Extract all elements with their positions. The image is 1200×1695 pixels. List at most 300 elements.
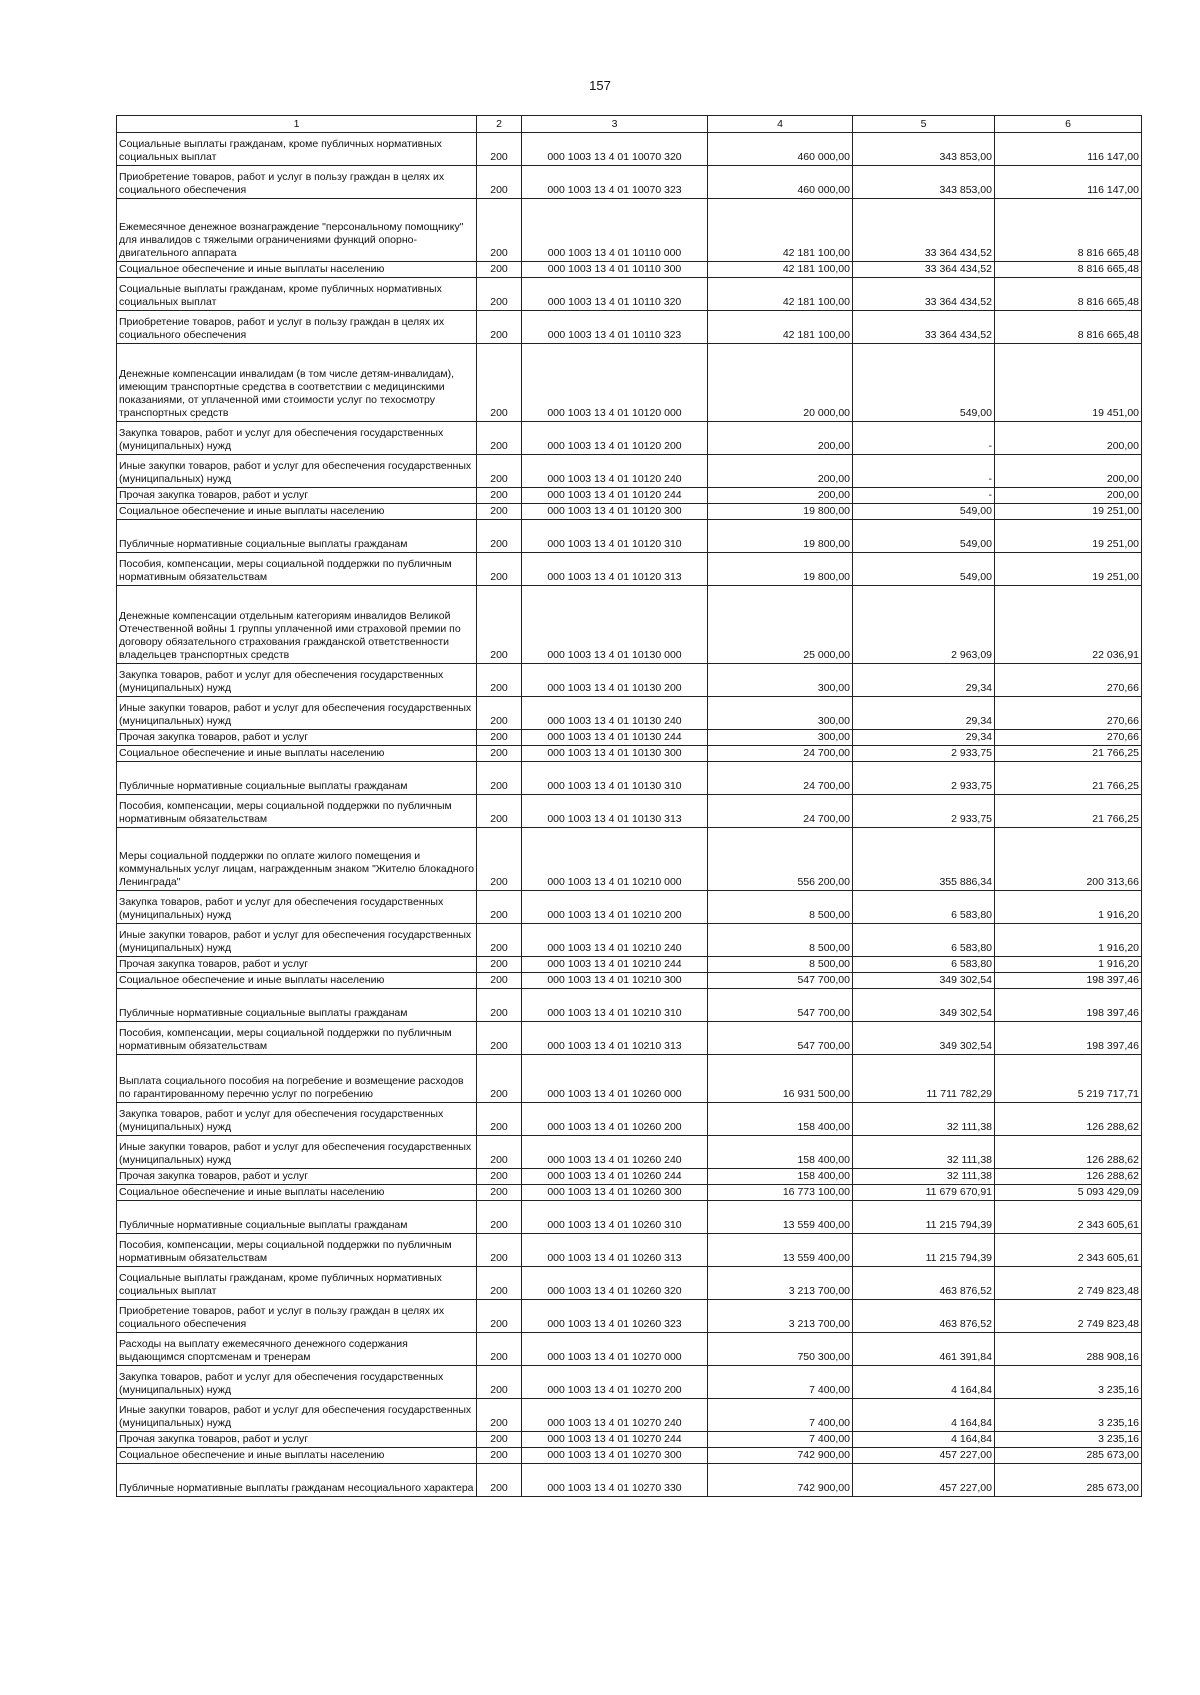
- column-header: 1: [117, 116, 477, 133]
- row-name: Прочая закупка товаров, работ и услуг: [117, 1169, 477, 1185]
- row-budget-code: 000 1003 13 4 01 10260 300: [522, 1185, 708, 1201]
- row-name: Публичные нормативные социальные выплаты гражданам: [117, 520, 477, 553]
- row-approved-amount: 300,00: [708, 697, 853, 730]
- row-name: Пособия, компенсации, меры социальной поддержки по публичным нормативным обязательствам: [117, 1022, 477, 1055]
- row-budget-code: 000 1003 13 4 01 10120 310: [522, 520, 708, 553]
- row-name: Пособия, компенсации, меры социальной поддержки по публичным нормативным обязательствам: [117, 553, 477, 586]
- row-budget-code: 000 1003 13 4 01 10070 320: [522, 133, 708, 166]
- row-line-code: 200: [477, 1448, 522, 1464]
- row-line-code: 200: [477, 166, 522, 199]
- column-header: 2: [477, 116, 522, 133]
- row-executed-amount: 457 227,00: [853, 1448, 995, 1464]
- row-name: Социальные выплаты гражданам, кроме публичных нормативных социальных выплат: [117, 1267, 477, 1300]
- row-executed-amount: 32 111,38: [853, 1136, 995, 1169]
- table-row: [117, 1333, 1142, 1366]
- row-remaining-amount: 285 673,00: [995, 1464, 1142, 1497]
- row-remaining-amount: 1 916,20: [995, 957, 1142, 973]
- row-executed-amount: 6 583,80: [853, 891, 995, 924]
- row-line-code: 200: [477, 262, 522, 278]
- column-header: 6: [995, 116, 1142, 133]
- row-budget-code: 000 1003 13 4 01 10130 244: [522, 730, 708, 746]
- row-approved-amount: 7 400,00: [708, 1399, 853, 1432]
- row-approved-amount: 19 800,00: [708, 520, 853, 553]
- row-line-code: 200: [477, 730, 522, 746]
- row-remaining-amount: 21 766,25: [995, 795, 1142, 828]
- row-remaining-amount: 5 093 429,09: [995, 1185, 1142, 1201]
- row-name: Приобретение товаров, работ и услуг в пользу граждан в целях их социального обеспечения: [117, 311, 477, 344]
- table-row: [117, 133, 1142, 166]
- row-budget-code: 000 1003 13 4 01 10260 200: [522, 1103, 708, 1136]
- row-executed-amount: 11 679 670,91: [853, 1185, 995, 1201]
- table-row: [117, 311, 1142, 344]
- row-remaining-amount: 8 816 665,48: [995, 262, 1142, 278]
- row-approved-amount: 460 000,00: [708, 133, 853, 166]
- row-remaining-amount: 126 288,62: [995, 1169, 1142, 1185]
- row-approved-amount: 742 900,00: [708, 1464, 853, 1497]
- table-row: [117, 504, 1142, 520]
- row-budget-code: 000 1003 13 4 01 10120 300: [522, 504, 708, 520]
- row-name: Закупка товаров, работ и услуг для обеспечения государственных (муниципальных) нужд: [117, 422, 477, 455]
- table-row: [117, 924, 1142, 957]
- row-budget-code: 000 1003 13 4 01 10260 000: [522, 1055, 708, 1103]
- row-budget-code: 000 1003 13 4 01 10210 200: [522, 891, 708, 924]
- row-approved-amount: 300,00: [708, 664, 853, 697]
- row-executed-amount: 33 364 434,52: [853, 311, 995, 344]
- row-approved-amount: 8 500,00: [708, 891, 853, 924]
- table-row: [117, 957, 1142, 973]
- row-approved-amount: 547 700,00: [708, 1022, 853, 1055]
- row-line-code: 200: [477, 697, 522, 730]
- table-row: [117, 455, 1142, 488]
- row-budget-code: 000 1003 13 4 01 10130 300: [522, 746, 708, 762]
- row-line-code: 200: [477, 504, 522, 520]
- row-line-code: 200: [477, 1055, 522, 1103]
- row-executed-amount: 461 391,84: [853, 1333, 995, 1366]
- row-executed-amount: 29,34: [853, 697, 995, 730]
- row-remaining-amount: 3 235,16: [995, 1399, 1142, 1432]
- row-approved-amount: 24 700,00: [708, 746, 853, 762]
- table-row: [117, 553, 1142, 586]
- row-name: Иные закупки товаров, работ и услуг для обеспечения государственных (муниципальных) нужд: [117, 1136, 477, 1169]
- row-name: Социальное обеспечение и иные выплаты населению: [117, 262, 477, 278]
- row-budget-code: 000 1003 13 4 01 10270 200: [522, 1366, 708, 1399]
- row-line-code: 200: [477, 133, 522, 166]
- row-executed-amount: 349 302,54: [853, 973, 995, 989]
- row-remaining-amount: 19 251,00: [995, 520, 1142, 553]
- row-budget-code: 000 1003 13 4 01 10210 313: [522, 1022, 708, 1055]
- row-name: Выплата социального пособия на погребение и возмещение расходов по гарантированному перечню услуг по погребению: [117, 1055, 477, 1103]
- row-remaining-amount: 8 816 665,48: [995, 278, 1142, 311]
- row-remaining-amount: 21 766,25: [995, 762, 1142, 795]
- row-executed-amount: 33 364 434,52: [853, 278, 995, 311]
- row-budget-code: 000 1003 13 4 01 10260 240: [522, 1136, 708, 1169]
- row-budget-code: 000 1003 13 4 01 10130 240: [522, 697, 708, 730]
- row-remaining-amount: 288 908,16: [995, 1333, 1142, 1366]
- row-approved-amount: 20 000,00: [708, 344, 853, 422]
- row-budget-code: 000 1003 13 4 01 10110 000: [522, 199, 708, 262]
- row-remaining-amount: 3 235,16: [995, 1432, 1142, 1448]
- row-remaining-amount: 8 816 665,48: [995, 311, 1142, 344]
- row-approved-amount: 8 500,00: [708, 924, 853, 957]
- row-executed-amount: -: [853, 488, 995, 504]
- row-name: Пособия, компенсации, меры социальной поддержки по публичным нормативным обязательствам: [117, 1234, 477, 1267]
- row-approved-amount: 200,00: [708, 455, 853, 488]
- row-remaining-amount: 1 916,20: [995, 891, 1142, 924]
- row-name: Закупка товаров, работ и услуг для обеспечения государственных (муниципальных) нужд: [117, 1366, 477, 1399]
- row-name: Закупка товаров, работ и услуг для обеспечения государственных (муниципальных) нужд: [117, 664, 477, 697]
- table-row: [117, 166, 1142, 199]
- row-budget-code: 000 1003 13 4 01 10260 320: [522, 1267, 708, 1300]
- table-row: [117, 1185, 1142, 1201]
- row-line-code: 200: [477, 1464, 522, 1497]
- row-line-code: 200: [477, 311, 522, 344]
- row-line-code: 200: [477, 924, 522, 957]
- row-line-code: 200: [477, 1399, 522, 1432]
- row-executed-amount: 549,00: [853, 504, 995, 520]
- row-remaining-amount: 270,66: [995, 664, 1142, 697]
- table-row: [117, 278, 1142, 311]
- row-budget-code: 000 1003 13 4 01 10210 000: [522, 828, 708, 891]
- row-line-code: 200: [477, 344, 522, 422]
- row-executed-amount: 11 215 794,39: [853, 1234, 995, 1267]
- row-approved-amount: 3 213 700,00: [708, 1300, 853, 1333]
- row-executed-amount: 32 111,38: [853, 1169, 995, 1185]
- row-line-code: 200: [477, 664, 522, 697]
- row-line-code: 200: [477, 1333, 522, 1366]
- table-row: [117, 1055, 1142, 1103]
- row-budget-code: 000 1003 13 4 01 10210 300: [522, 973, 708, 989]
- column-header: 4: [708, 116, 853, 133]
- row-line-code: 200: [477, 957, 522, 973]
- row-executed-amount: 6 583,80: [853, 924, 995, 957]
- table-row: [117, 1201, 1142, 1234]
- row-line-code: 200: [477, 989, 522, 1022]
- row-executed-amount: 355 886,34: [853, 828, 995, 891]
- table-row: [117, 1136, 1142, 1169]
- row-remaining-amount: 19 251,00: [995, 553, 1142, 586]
- row-approved-amount: 7 400,00: [708, 1366, 853, 1399]
- row-executed-amount: 463 876,52: [853, 1300, 995, 1333]
- row-executed-amount: 549,00: [853, 553, 995, 586]
- row-remaining-amount: 200,00: [995, 455, 1142, 488]
- row-line-code: 200: [477, 1185, 522, 1201]
- row-name: Расходы на выплату ежемесячного денежного содержания выдающимся спортсменам и тренерам: [117, 1333, 477, 1366]
- row-line-code: 200: [477, 1432, 522, 1448]
- row-remaining-amount: 8 816 665,48: [995, 199, 1142, 262]
- page-number: 157: [589, 78, 611, 93]
- table-row: [117, 586, 1142, 664]
- row-executed-amount: 349 302,54: [853, 1022, 995, 1055]
- row-approved-amount: 13 559 400,00: [708, 1234, 853, 1267]
- row-remaining-amount: 22 036,91: [995, 586, 1142, 664]
- row-executed-amount: 343 853,00: [853, 166, 995, 199]
- row-remaining-amount: 198 397,46: [995, 989, 1142, 1022]
- table-row: [117, 746, 1142, 762]
- row-approved-amount: 16 931 500,00: [708, 1055, 853, 1103]
- row-remaining-amount: 198 397,46: [995, 1022, 1142, 1055]
- row-budget-code: 000 1003 13 4 01 10210 310: [522, 989, 708, 1022]
- row-executed-amount: 29,34: [853, 664, 995, 697]
- row-executed-amount: 2 963,09: [853, 586, 995, 664]
- row-approved-amount: 16 773 100,00: [708, 1185, 853, 1201]
- row-approved-amount: 556 200,00: [708, 828, 853, 891]
- column-number-row: [117, 116, 1142, 133]
- row-approved-amount: 13 559 400,00: [708, 1201, 853, 1234]
- row-budget-code: 000 1003 13 4 01 10210 244: [522, 957, 708, 973]
- row-name: Прочая закупка товаров, работ и услуг: [117, 1432, 477, 1448]
- row-remaining-amount: 270,66: [995, 697, 1142, 730]
- row-name: Иные закупки товаров, работ и услуг для обеспечения государственных (муниципальных) нужд: [117, 455, 477, 488]
- table-row: [117, 730, 1142, 746]
- row-executed-amount: 2 933,75: [853, 795, 995, 828]
- table-body: [117, 133, 1142, 1497]
- row-name: Прочая закупка товаров, работ и услуг: [117, 488, 477, 504]
- row-approved-amount: 300,00: [708, 730, 853, 746]
- row-name: Публичные нормативные выплаты гражданам несоциального характера: [117, 1464, 477, 1497]
- row-executed-amount: 457 227,00: [853, 1464, 995, 1497]
- table-row: [117, 1300, 1142, 1333]
- budget-execution-table: [116, 115, 1142, 1497]
- row-name: Приобретение товаров, работ и услуг в пользу граждан в целях их социального обеспечения: [117, 166, 477, 199]
- row-executed-amount: 2 933,75: [853, 746, 995, 762]
- table-row: [117, 762, 1142, 795]
- table-row: [117, 520, 1142, 553]
- row-executed-amount: 343 853,00: [853, 133, 995, 166]
- row-remaining-amount: 126 288,62: [995, 1103, 1142, 1136]
- row-approved-amount: 24 700,00: [708, 762, 853, 795]
- row-remaining-amount: 2 343 605,61: [995, 1201, 1142, 1234]
- row-line-code: 200: [477, 199, 522, 262]
- row-approved-amount: 3 213 700,00: [708, 1267, 853, 1300]
- row-line-code: 200: [477, 1022, 522, 1055]
- row-budget-code: 000 1003 13 4 01 10120 200: [522, 422, 708, 455]
- row-line-code: 200: [477, 1300, 522, 1333]
- row-line-code: 200: [477, 520, 522, 553]
- row-executed-amount: 549,00: [853, 520, 995, 553]
- row-name: Публичные нормативные социальные выплаты гражданам: [117, 989, 477, 1022]
- row-name: Иные закупки товаров, работ и услуг для обеспечения государственных (муниципальных) нужд: [117, 924, 477, 957]
- row-name: Социальное обеспечение и иные выплаты населению: [117, 1185, 477, 1201]
- row-remaining-amount: 200,00: [995, 488, 1142, 504]
- row-budget-code: 000 1003 13 4 01 10260 323: [522, 1300, 708, 1333]
- row-budget-code: 000 1003 13 4 01 10070 323: [522, 166, 708, 199]
- row-approved-amount: 19 800,00: [708, 553, 853, 586]
- row-line-code: 200: [477, 422, 522, 455]
- table-row: [117, 488, 1142, 504]
- table-row: [117, 262, 1142, 278]
- row-remaining-amount: 116 147,00: [995, 166, 1142, 199]
- table-row: [117, 989, 1142, 1022]
- row-approved-amount: 24 700,00: [708, 795, 853, 828]
- row-approved-amount: 42 181 100,00: [708, 199, 853, 262]
- row-approved-amount: 158 400,00: [708, 1169, 853, 1185]
- row-budget-code: 000 1003 13 4 01 10260 244: [522, 1169, 708, 1185]
- row-approved-amount: 42 181 100,00: [708, 262, 853, 278]
- row-approved-amount: 750 300,00: [708, 1333, 853, 1366]
- row-remaining-amount: 3 235,16: [995, 1366, 1142, 1399]
- row-budget-code: 000 1003 13 4 01 10270 330: [522, 1464, 708, 1497]
- table-row: [117, 422, 1142, 455]
- row-approved-amount: 7 400,00: [708, 1432, 853, 1448]
- row-name: Социальные выплаты гражданам, кроме публичных нормативных социальных выплат: [117, 278, 477, 311]
- row-remaining-amount: 116 147,00: [995, 133, 1142, 166]
- row-name: Меры социальной поддержки по оплате жилого помещения и коммунальных услуг лицам, награжденным знаком "Жителю блокадного Ленинграда": [117, 828, 477, 891]
- row-executed-amount: 11 215 794,39: [853, 1201, 995, 1234]
- row-name: Социальное обеспечение и иные выплаты населению: [117, 746, 477, 762]
- table-row: [117, 1103, 1142, 1136]
- row-approved-amount: 460 000,00: [708, 166, 853, 199]
- table-row: [117, 664, 1142, 697]
- row-remaining-amount: 21 766,25: [995, 746, 1142, 762]
- row-budget-code: 000 1003 13 4 01 10120 313: [522, 553, 708, 586]
- row-budget-code: 000 1003 13 4 01 10120 244: [522, 488, 708, 504]
- row-executed-amount: 11 711 782,29: [853, 1055, 995, 1103]
- row-approved-amount: 158 400,00: [708, 1103, 853, 1136]
- row-budget-code: 000 1003 13 4 01 10120 000: [522, 344, 708, 422]
- row-executed-amount: 29,34: [853, 730, 995, 746]
- row-name: Социальные выплаты гражданам, кроме публичных нормативных социальных выплат: [117, 133, 477, 166]
- row-approved-amount: 742 900,00: [708, 1448, 853, 1464]
- table-row: [117, 1267, 1142, 1300]
- row-name: Прочая закупка товаров, работ и услуг: [117, 730, 477, 746]
- row-line-code: 200: [477, 586, 522, 664]
- row-line-code: 200: [477, 278, 522, 311]
- row-name: Приобретение товаров, работ и услуг в пользу граждан в целях их социального обеспечения: [117, 1300, 477, 1333]
- table-row: [117, 828, 1142, 891]
- row-remaining-amount: 126 288,62: [995, 1136, 1142, 1169]
- row-remaining-amount: 19 451,00: [995, 344, 1142, 422]
- row-remaining-amount: 5 219 717,71: [995, 1055, 1142, 1103]
- row-name: Социальное обеспечение и иные выплаты населению: [117, 1448, 477, 1464]
- row-line-code: 200: [477, 828, 522, 891]
- row-budget-code: 000 1003 13 4 01 10110 323: [522, 311, 708, 344]
- row-approved-amount: 547 700,00: [708, 989, 853, 1022]
- row-executed-amount: 33 364 434,52: [853, 199, 995, 262]
- row-name: Денежные компенсации отдельным категориям инвалидов Великой Отечественной войны 1 группы уплаченной ими страховой премии по договору обязательного страхования гражданской ответственности владельцев транспортных средств: [117, 586, 477, 664]
- row-name: Закупка товаров, работ и услуг для обеспечения государственных (муниципальных) нужд: [117, 891, 477, 924]
- row-remaining-amount: 2 749 823,48: [995, 1300, 1142, 1333]
- row-line-code: 200: [477, 891, 522, 924]
- row-name: Денежные компенсации инвалидам (в том числе детям-инвалидам), имеющим транспортные средства в соответствии с медицинскими показаниями, от уплаченной ими стоимости услуг по техосмотру транспортных средств: [117, 344, 477, 422]
- table-row: [117, 891, 1142, 924]
- row-line-code: 200: [477, 1136, 522, 1169]
- table-row: [117, 1448, 1142, 1464]
- table-row: [117, 199, 1142, 262]
- row-name: Социальное обеспечение и иные выплаты населению: [117, 973, 477, 989]
- row-approved-amount: 8 500,00: [708, 957, 853, 973]
- table-row: [117, 697, 1142, 730]
- row-approved-amount: 25 000,00: [708, 586, 853, 664]
- row-name: Закупка товаров, работ и услуг для обеспечения государственных (муниципальных) нужд: [117, 1103, 477, 1136]
- row-line-code: 200: [477, 488, 522, 504]
- row-budget-code: 000 1003 13 4 01 10130 000: [522, 586, 708, 664]
- row-line-code: 200: [477, 746, 522, 762]
- row-line-code: 200: [477, 1234, 522, 1267]
- row-line-code: 200: [477, 795, 522, 828]
- row-budget-code: 000 1003 13 4 01 10110 320: [522, 278, 708, 311]
- row-approved-amount: 547 700,00: [708, 973, 853, 989]
- row-executed-amount: 32 111,38: [853, 1103, 995, 1136]
- row-remaining-amount: 198 397,46: [995, 973, 1142, 989]
- table-row: [117, 1464, 1142, 1497]
- row-remaining-amount: 200 313,66: [995, 828, 1142, 891]
- row-budget-code: 000 1003 13 4 01 10260 313: [522, 1234, 708, 1267]
- row-budget-code: 000 1003 13 4 01 10270 000: [522, 1333, 708, 1366]
- row-approved-amount: 19 800,00: [708, 504, 853, 520]
- row-remaining-amount: 19 251,00: [995, 504, 1142, 520]
- row-line-code: 200: [477, 1103, 522, 1136]
- row-executed-amount: -: [853, 422, 995, 455]
- row-remaining-amount: 285 673,00: [995, 1448, 1142, 1464]
- row-name: Ежемесячное денежное вознаграждение "персональному помощнику" для инвалидов с тяжелыми ограничениями функций опорно-двигательного аппарата: [117, 199, 477, 262]
- row-approved-amount: 158 400,00: [708, 1136, 853, 1169]
- row-budget-code: 000 1003 13 4 01 10130 310: [522, 762, 708, 795]
- row-line-code: 200: [477, 1366, 522, 1399]
- row-executed-amount: 549,00: [853, 344, 995, 422]
- row-name: Публичные нормативные социальные выплаты гражданам: [117, 1201, 477, 1234]
- row-name: Иные закупки товаров, работ и услуг для обеспечения государственных (муниципальных) нужд: [117, 697, 477, 730]
- row-budget-code: 000 1003 13 4 01 10130 200: [522, 664, 708, 697]
- row-budget-code: 000 1003 13 4 01 10120 240: [522, 455, 708, 488]
- column-header: 5: [853, 116, 995, 133]
- row-approved-amount: 42 181 100,00: [708, 278, 853, 311]
- row-budget-code: 000 1003 13 4 01 10260 310: [522, 1201, 708, 1234]
- row-line-code: 200: [477, 973, 522, 989]
- row-executed-amount: 463 876,52: [853, 1267, 995, 1300]
- table-row: [117, 1432, 1142, 1448]
- table-row: [117, 1234, 1142, 1267]
- row-executed-amount: 4 164,84: [853, 1399, 995, 1432]
- row-budget-code: 000 1003 13 4 01 10130 313: [522, 795, 708, 828]
- row-name: Социальное обеспечение и иные выплаты населению: [117, 504, 477, 520]
- table-row: [117, 1399, 1142, 1432]
- row-executed-amount: 4 164,84: [853, 1366, 995, 1399]
- row-name: Прочая закупка товаров, работ и услуг: [117, 957, 477, 973]
- table-row: [117, 1169, 1142, 1185]
- row-remaining-amount: 200,00: [995, 422, 1142, 455]
- row-budget-code: 000 1003 13 4 01 10270 244: [522, 1432, 708, 1448]
- row-approved-amount: 200,00: [708, 488, 853, 504]
- row-line-code: 200: [477, 1267, 522, 1300]
- row-line-code: 200: [477, 553, 522, 586]
- row-name: Иные закупки товаров, работ и услуг для обеспечения государственных (муниципальных) нужд: [117, 1399, 477, 1432]
- row-line-code: 200: [477, 1201, 522, 1234]
- row-approved-amount: 200,00: [708, 422, 853, 455]
- row-remaining-amount: 2 749 823,48: [995, 1267, 1142, 1300]
- row-executed-amount: 33 364 434,52: [853, 262, 995, 278]
- row-executed-amount: 349 302,54: [853, 989, 995, 1022]
- row-executed-amount: 4 164,84: [853, 1432, 995, 1448]
- row-line-code: 200: [477, 762, 522, 795]
- row-line-code: 200: [477, 1169, 522, 1185]
- row-budget-code: 000 1003 13 4 01 10270 240: [522, 1399, 708, 1432]
- column-header: 3: [522, 116, 708, 133]
- row-approved-amount: 42 181 100,00: [708, 311, 853, 344]
- table-row: [117, 973, 1142, 989]
- row-name: Пособия, компенсации, меры социальной поддержки по публичным нормативным обязательствам: [117, 795, 477, 828]
- row-executed-amount: 2 933,75: [853, 762, 995, 795]
- row-remaining-amount: 270,66: [995, 730, 1142, 746]
- row-executed-amount: -: [853, 455, 995, 488]
- row-name: Публичные нормативные социальные выплаты гражданам: [117, 762, 477, 795]
- row-line-code: 200: [477, 455, 522, 488]
- row-remaining-amount: 2 343 605,61: [995, 1234, 1142, 1267]
- row-remaining-amount: 1 916,20: [995, 924, 1142, 957]
- row-executed-amount: 6 583,80: [853, 957, 995, 973]
- table-row: [117, 344, 1142, 422]
- row-budget-code: 000 1003 13 4 01 10210 240: [522, 924, 708, 957]
- table-row: [117, 1366, 1142, 1399]
